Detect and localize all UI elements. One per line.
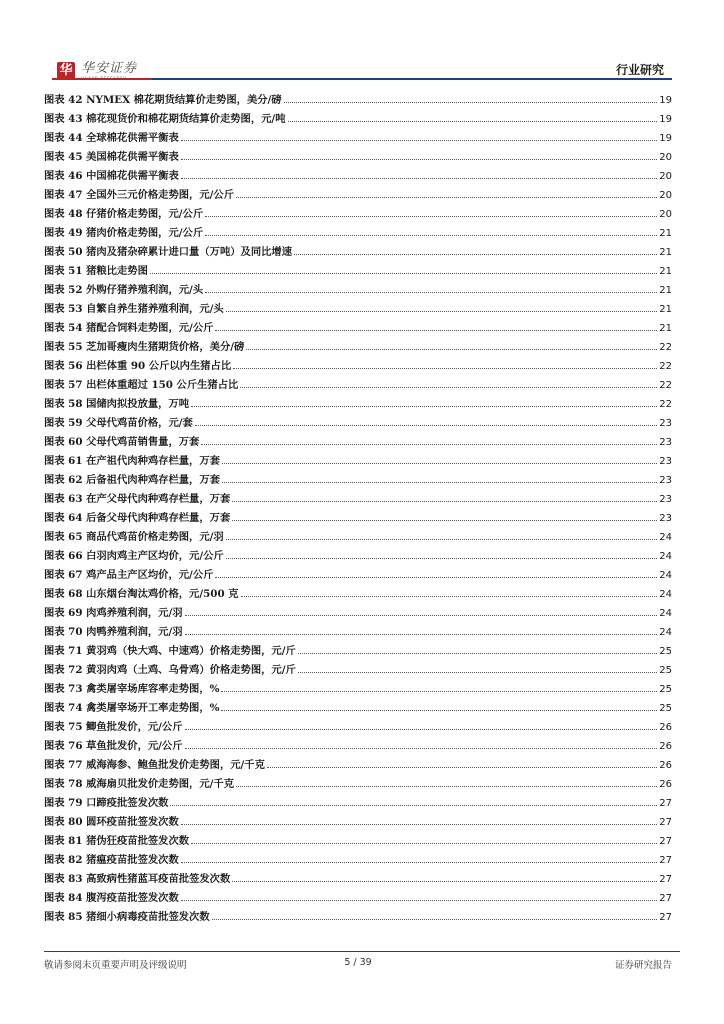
toc-entry-page: 27 (659, 836, 672, 847)
toc-entry-title: 图表 74 禽类屠宰场开工率走势图，% (44, 702, 220, 714)
toc-dot-leader (185, 633, 658, 635)
toc-entry-page: 27 (659, 893, 672, 904)
toc-dot-leader (185, 747, 658, 749)
toc-dot-leader (205, 291, 657, 293)
report-type: 证券研究报告 (614, 960, 672, 971)
toc-entry-title: 图表 44 全球棉花供需平衡表 (44, 132, 179, 144)
toc-entry-title: 图表 58 国储肉拟投放量，万吨 (44, 398, 190, 410)
toc-entry-title: 图表 71 黄羽鸡（快大鸡、中速鸡）价格走势图，元/斤 (44, 645, 296, 657)
toc-dot-leader (221, 690, 657, 692)
toc-entry[interactable] (44, 676, 672, 695)
toc-entry-page: 26 (659, 779, 672, 790)
toc-entry-title: 图表 83 高致病性猪蓝耳疫苗批签发次数 (44, 873, 231, 885)
toc-entry[interactable] (44, 296, 672, 315)
toc-entry-title: 图表 73 禽类屠宰场库容率走势图，% (44, 683, 220, 695)
toc-entry[interactable] (44, 809, 672, 828)
toc-entry[interactable] (44, 904, 672, 923)
toc-dot-leader (240, 386, 657, 388)
toc-entry-title: 图表 45 美国棉花供需平衡表 (44, 151, 179, 163)
toc-entry-title: 图表 61 在产祖代肉种鸡存栏量，万套 (44, 455, 220, 467)
section-label: 行业研究 (615, 63, 664, 77)
toc-dot-leader (226, 557, 658, 559)
toc-entry-title: 图表 51 猪粮比走势图 (44, 265, 148, 277)
toc-entry-page: 27 (659, 817, 672, 828)
toc-dot-leader (226, 310, 658, 312)
toc-dot-leader (232, 500, 657, 502)
toc-dot-leader (222, 462, 657, 464)
toc-entry-page: 20 (659, 171, 672, 182)
toc-dot-leader (298, 671, 657, 673)
toc-entry-page: 22 (659, 399, 672, 410)
toc-entry-page: 27 (659, 874, 672, 885)
toc-entry-page: 26 (659, 760, 672, 771)
toc-entry-page: 21 (659, 266, 672, 277)
footer-disclaimer: 敬请参阅末页重要声明及评级说明 (44, 960, 187, 971)
toc-entry[interactable] (44, 372, 672, 391)
toc-entry[interactable] (44, 391, 672, 410)
toc-entry-title: 图表 78 威海扇贝批发价走势图，元/千克 (44, 778, 235, 790)
toc-dot-leader (195, 424, 657, 426)
toc-entry-page: 21 (659, 247, 672, 258)
toc-entry-page: 23 (659, 513, 672, 524)
toc-dot-leader (246, 348, 657, 350)
toc-entry[interactable] (44, 638, 672, 657)
toc-entry-title: 图表 64 后备父母代肉种鸡存栏量，万套 (44, 512, 231, 524)
toc-entry-title: 图表 68 山东烟台淘汰鸡价格，元/500 克 (44, 588, 239, 600)
toc-dot-leader (212, 918, 658, 920)
toc-entry-page: 19 (659, 95, 672, 106)
toc-dot-leader (215, 576, 657, 578)
toc-dot-leader (215, 329, 657, 331)
toc-entry-page: 25 (659, 646, 672, 657)
toc-dot-leader (236, 785, 657, 787)
toc-entry[interactable] (44, 771, 672, 790)
toc-entry-title: 图表 42 NYMEX 棉花期货结算价走势图，美分/磅 (44, 94, 282, 106)
toc-entry-title: 图表 52 外购仔猪养殖利润，元/头 (44, 284, 204, 296)
toc-entry-page: 26 (659, 741, 672, 752)
toc-entry-page: 23 (659, 437, 672, 448)
logo-chinese-name: 华安证券 (81, 61, 138, 76)
toc-entry-title: 图表 70 肉鸭养殖利润，元/羽 (44, 626, 183, 638)
toc-entry[interactable] (44, 581, 672, 600)
toc-entry-page: 24 (659, 589, 672, 600)
toc-entry[interactable] (44, 828, 672, 847)
toc-entry-title: 图表 46 中国棉花供需平衡表 (44, 170, 179, 182)
toc-entry-page: 23 (659, 475, 672, 486)
toc-entry-title: 图表 48 仔猪价格走势图，元/公斤 (44, 208, 204, 220)
toc-entry-title: 图表 63 在产父母代肉种鸡存栏量，万套 (44, 493, 231, 505)
toc-entry-title: 图表 80 圆环疫苗批签发次数 (44, 816, 179, 828)
toc-entry-title: 图表 76 草鱼批发价，元/公斤 (44, 740, 183, 752)
toc-entry[interactable] (44, 277, 672, 296)
toc-dot-leader (181, 861, 658, 863)
toc-entry[interactable] (44, 258, 672, 277)
toc-entry-page: 24 (659, 532, 672, 543)
toc-entry[interactable] (44, 353, 672, 372)
toc-dot-leader (181, 899, 658, 901)
toc-entry-page: 25 (659, 703, 672, 714)
toc-entry-page: 27 (659, 798, 672, 809)
toc-dot-leader (181, 158, 658, 160)
toc-dot-leader (298, 652, 657, 654)
toc-entry-page: 20 (659, 190, 672, 201)
toc-dot-leader (170, 804, 657, 806)
toc-entry[interactable] (44, 505, 672, 524)
page-header (0, 0, 724, 80)
header-divider-accent (52, 78, 152, 80)
toc-dot-leader (267, 766, 657, 768)
toc-entry[interactable] (44, 448, 672, 467)
toc-entry-page: 23 (659, 456, 672, 467)
toc-entry-title: 图表 85 猪细小病毒疫苗批签发次数 (44, 911, 210, 923)
toc-entry[interactable] (44, 885, 672, 904)
toc-entry[interactable] (44, 619, 672, 638)
toc-dot-leader (241, 595, 658, 597)
toc-entry-page: 25 (659, 665, 672, 676)
toc-entry-title: 图表 60 父母代鸡苗销售量，万套 (44, 436, 200, 448)
toc-dot-leader (236, 196, 657, 198)
toc-entry-title: 图表 62 后备祖代肉种鸡存栏量，万套 (44, 474, 220, 486)
toc-dot-leader (294, 253, 657, 255)
toc-entry[interactable] (44, 144, 672, 163)
toc-entry-page: 22 (659, 342, 672, 353)
toc-entry[interactable] (44, 163, 672, 182)
toc-entry-page: 27 (659, 912, 672, 923)
toc-entry[interactable] (44, 866, 672, 885)
toc-entry-title: 图表 59 父母代鸡苗价格，元/套 (44, 417, 193, 429)
toc-entry[interactable] (44, 125, 672, 144)
toc-entry[interactable] (44, 562, 672, 581)
toc-entry[interactable] (44, 467, 672, 486)
page-footer (44, 957, 672, 973)
toc-dot-leader (284, 101, 658, 103)
toc-entry-page: 23 (659, 494, 672, 505)
toc-dot-leader (205, 234, 657, 236)
toc-entry-page: 21 (659, 323, 672, 334)
toc-entry-page: 24 (659, 627, 672, 638)
toc-entry[interactable] (44, 752, 672, 771)
toc-dot-leader (191, 405, 657, 407)
toc-entry[interactable] (44, 220, 672, 239)
toc-entry-title: 图表 50 猪肉及猪杂碎累计进口量（万吨）及同比增速 (44, 246, 293, 258)
toc-entry-page: 24 (659, 551, 672, 562)
toc-entry[interactable] (44, 733, 672, 752)
toc-entry-title: 图表 81 猪伪狂疫苗批签发次数 (44, 835, 190, 847)
toc-dot-leader (185, 728, 658, 730)
toc-entry-title: 图表 47 全国外三元价格走势图，元/公斤 (44, 189, 235, 201)
toc-entry-title: 图表 49 猪肉价格走势图，元/公斤 (44, 227, 204, 239)
toc-dot-leader (181, 139, 658, 141)
toc-entry-title: 图表 57 出栏体重超过 150 公斤生猪占比 (44, 379, 239, 391)
toc-dot-leader (233, 367, 657, 369)
toc-dot-leader (191, 842, 657, 844)
toc-entry[interactable] (44, 334, 672, 353)
toc-dot-leader (185, 614, 658, 616)
toc-entry-title: 图表 84 腹泻疫苗批签发次数 (44, 892, 179, 904)
page-number: 5 / 39 (344, 957, 372, 968)
toc-entry[interactable] (44, 182, 672, 201)
toc-entry-page: 20 (659, 209, 672, 220)
toc-entry-page: 23 (659, 418, 672, 429)
toc-entry-page: 19 (659, 114, 672, 125)
toc-dot-leader (201, 443, 657, 445)
toc-entry-title: 图表 67 鸡产品主产区均价，元/公斤 (44, 569, 214, 581)
toc-entry-page: 24 (659, 570, 672, 581)
toc-entry[interactable] (44, 714, 672, 733)
toc-dot-leader (288, 120, 658, 122)
toc-entry-page: 25 (659, 684, 672, 695)
toc-entry[interactable] (44, 486, 672, 505)
toc-entry[interactable] (44, 106, 672, 125)
toc-entry[interactable] (44, 543, 672, 562)
table-of-figures (44, 87, 672, 923)
toc-dot-leader (150, 272, 657, 274)
toc-entry[interactable] (44, 239, 672, 258)
toc-entry-title: 图表 66 白羽肉鸡主产区均价，元/公斤 (44, 550, 224, 562)
toc-entry-title: 图表 72 黄羽肉鸡（土鸡、乌骨鸡）价格走势图，元/斤 (44, 664, 296, 676)
toc-entry-title: 图表 65 商品代鸡苗价格走势图，元/羽 (44, 531, 224, 543)
toc-entry-title: 图表 43 棉花现货价和棉花期货结算价走势图，元/吨 (44, 113, 286, 125)
toc-dot-leader (226, 538, 658, 540)
toc-entry[interactable] (44, 87, 672, 106)
toc-dot-leader (222, 481, 657, 483)
logo-mark-icon: 华 (57, 62, 75, 80)
toc-dot-leader (232, 880, 657, 882)
toc-entry-title: 图表 55 芝加哥瘦肉生猪期货价格，美分/磅 (44, 341, 245, 353)
toc-entry[interactable] (44, 315, 672, 334)
toc-entry-page: 27 (659, 855, 672, 866)
toc-dot-leader (232, 519, 657, 521)
toc-entry-page: 21 (659, 228, 672, 239)
toc-entry[interactable] (44, 600, 672, 619)
toc-dot-leader (181, 177, 658, 179)
toc-entry-page: 22 (659, 380, 672, 391)
toc-entry-page: 22 (659, 361, 672, 372)
toc-entry[interactable] (44, 201, 672, 220)
toc-entry-title: 图表 82 猪瘟疫苗批签发次数 (44, 854, 179, 866)
toc-entry[interactable] (44, 410, 672, 429)
toc-entry[interactable] (44, 847, 672, 866)
toc-entry-title: 图表 79 口蹄疫批签发次数 (44, 797, 169, 809)
toc-entry[interactable] (44, 790, 672, 809)
toc-entry-page: 26 (659, 722, 672, 733)
toc-entry[interactable] (44, 429, 672, 448)
toc-entry-page: 21 (659, 285, 672, 296)
toc-entry[interactable] (44, 524, 672, 543)
toc-entry-page: 21 (659, 304, 672, 315)
toc-entry-page: 19 (659, 133, 672, 144)
toc-dot-leader (181, 823, 658, 825)
toc-entry-page: 24 (659, 608, 672, 619)
toc-entry[interactable] (44, 657, 672, 676)
toc-entry-title: 图表 75 鲫鱼批发价，元/公斤 (44, 721, 183, 733)
toc-entry-title: 图表 77 威海海参、鲍鱼批发价走势图，元/千克 (44, 759, 265, 771)
toc-dot-leader (221, 709, 657, 711)
toc-dot-leader (205, 215, 657, 217)
footer-divider (44, 951, 680, 952)
toc-entry[interactable] (44, 695, 672, 714)
toc-entry-page: 20 (659, 152, 672, 163)
toc-entry-title: 图表 54 猪配合饲料走势图，元/公斤 (44, 322, 214, 334)
toc-entry-title: 图表 53 自繁自养生猪养殖利润，元/头 (44, 303, 224, 315)
toc-entry-title: 图表 69 肉鸡养殖利润，元/羽 (44, 607, 183, 619)
toc-entry-title: 图表 56 出栏体重 90 公斤以内生猪占比 (44, 360, 232, 372)
